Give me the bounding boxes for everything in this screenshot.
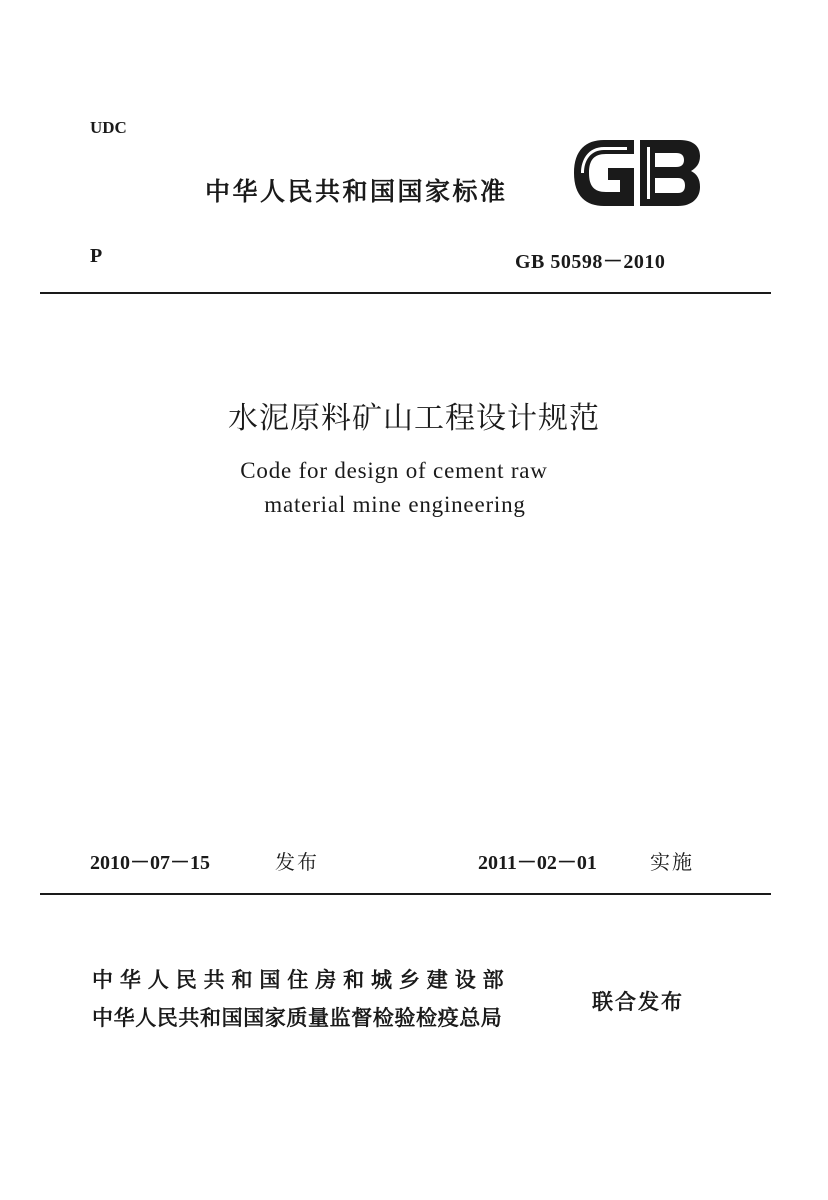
issue-date: 2010－07－15	[90, 852, 210, 874]
implement-label: 实施	[650, 850, 694, 874]
implement-date: 2011－02－01	[478, 852, 597, 874]
divider-bottom	[40, 893, 771, 895]
standard-number: GB 50598－2010	[515, 251, 666, 273]
gb-logo-icon	[572, 138, 702, 208]
udc-label: UDC	[90, 118, 127, 137]
publisher-line2: 中华人民共和国国家质量监督检验检疫总局	[92, 1006, 503, 1030]
title-english-line1: Code for design of cement raw	[240, 458, 548, 483]
joint-publish-label: 联合发布	[592, 990, 684, 1014]
divider-top	[40, 292, 771, 294]
class-code: P	[90, 245, 103, 267]
title-chinese: 水泥原料矿山工程设计规范	[228, 402, 600, 435]
publisher-line1: 中华人民共和国住房和城乡建设部	[92, 968, 511, 992]
standard-type: 中华人民共和国国家标准	[205, 177, 508, 206]
issue-label: 发布	[275, 850, 319, 874]
title-english-line2: material mine engineering	[264, 492, 526, 517]
